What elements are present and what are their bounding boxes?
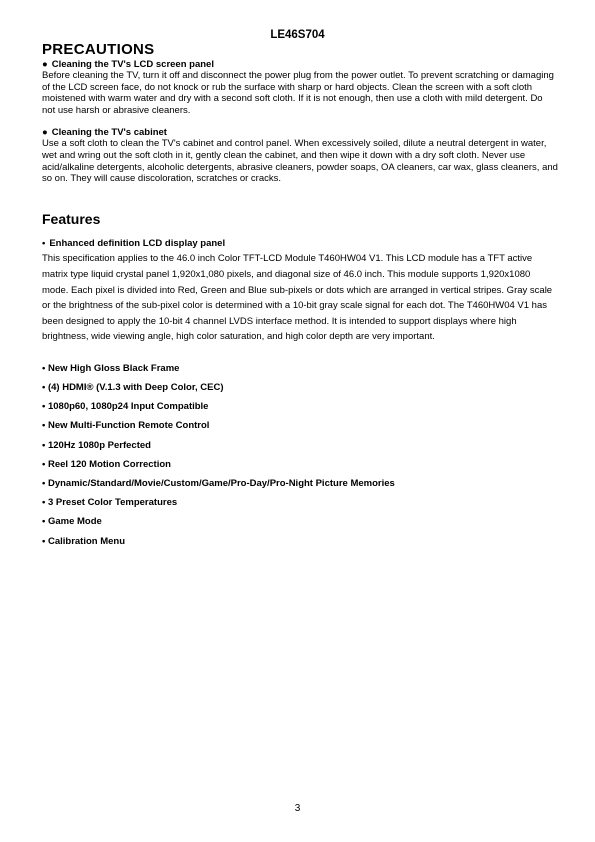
- precaution-cabinet-heading-text: Cleaning the TV's cabinet: [51, 127, 167, 139]
- list-item: • 120Hz 1080p Perfected: [42, 439, 151, 451]
- list-item: • (4) HDMI® (V.1.3 with Deep Color, CEC): [42, 382, 224, 394]
- list-item: • Calibration Menu: [42, 535, 126, 547]
- features-title: Features: [42, 210, 101, 227]
- precaution-screen-text: Before cleaning the TV, turn it off and disconnect the power plug from the power outlet. To prevent scratching or damaging of the LCD screen face, do not knock or rub the surface with sharp or hard objects. Clean the screen with a soft cloth moistened with warm water and dry with a second soft cloth. If it is not enough, then use a cloth with mild detergent. Do not use harsh or abrasive cleaners.: [42, 70, 554, 116]
- list-item: • New Multi-Function Remote Control: [42, 420, 210, 432]
- page-content: [42, 42, 558, 555]
- precaution-screen-heading-text: Cleaning the TV's LCD screen panel: [51, 59, 214, 70]
- list-item: • Game Mode: [42, 516, 102, 528]
- list-item: • Reel 120 Motion Correction: [42, 458, 171, 470]
- precautions-title: PRECAUTIONS: [42, 41, 155, 58]
- feature-list: [42, 363, 558, 555]
- bullet-icon: ●: [42, 127, 48, 139]
- list-item: • 3 Preset Color Temperatures: [42, 497, 178, 509]
- list-item: • New High Gloss Black Frame: [42, 362, 180, 374]
- feature-lcd-heading-text: Enhanced definition LCD display panel: [49, 238, 226, 250]
- feature-lcd-panel: [42, 238, 558, 345]
- bullet-icon: •: [42, 238, 46, 250]
- precaution-cabinet-text: Use a soft cloth to clean the TV's cabinet and control panel. When excessively soiled, dilute a neutral detergent in water, wet and wring out the soft cloth in it, gently clean the cabinet, and then wipe it down with a dry soft cloth. Never use acid/alkaline detergents, alcoholic detergents, abrasive cleaners, powder soaps, OA cleaners, car wax, glass cleaners, and so on. They will cause discoloration, scratches or cracks.: [42, 138, 558, 185]
- bullet-icon: ●: [42, 59, 48, 70]
- page-number: 3: [294, 803, 301, 814]
- list-item: • 1080p60, 1080p24 Input Compatible: [42, 401, 209, 413]
- model-header: LE46S704: [270, 29, 325, 41]
- feature-lcd-heading: [42, 238, 558, 249]
- precaution-screen-heading: [42, 59, 558, 70]
- precaution-cabinet: [42, 127, 558, 184]
- feature-lcd-text: This specification applies to the 46.0 inch Color TFT-LCD Module T460HW04 V1. This LCD module has a TFT active matrix type liquid crystal panel 1,920x1,080 pixels, and diagonal size of 46.0 inch. This module supports 1,920x1080 mode. Each pixel is divided into Red, Green and Blue sub-pixels or dots which are arranged in vertical stripes. Gray scale or the brightness of the sub-pixel color is determined with a 10-bit gray scale signal for each dot. The T460HW04 V1 has been designed to apply the 10-bit 4 channel LVDS interface method. It is intended to support displays where high brightness, wide viewing angle, high color saturation, and high color depth are very important.: [42, 253, 553, 343]
- precaution-cabinet-heading: [42, 127, 558, 138]
- list-item: • Dynamic/Standard/Movie/Custom/Game/Pro-Day/Pro-Night Picture Memories: [42, 478, 395, 490]
- precaution-screen: [42, 59, 558, 116]
